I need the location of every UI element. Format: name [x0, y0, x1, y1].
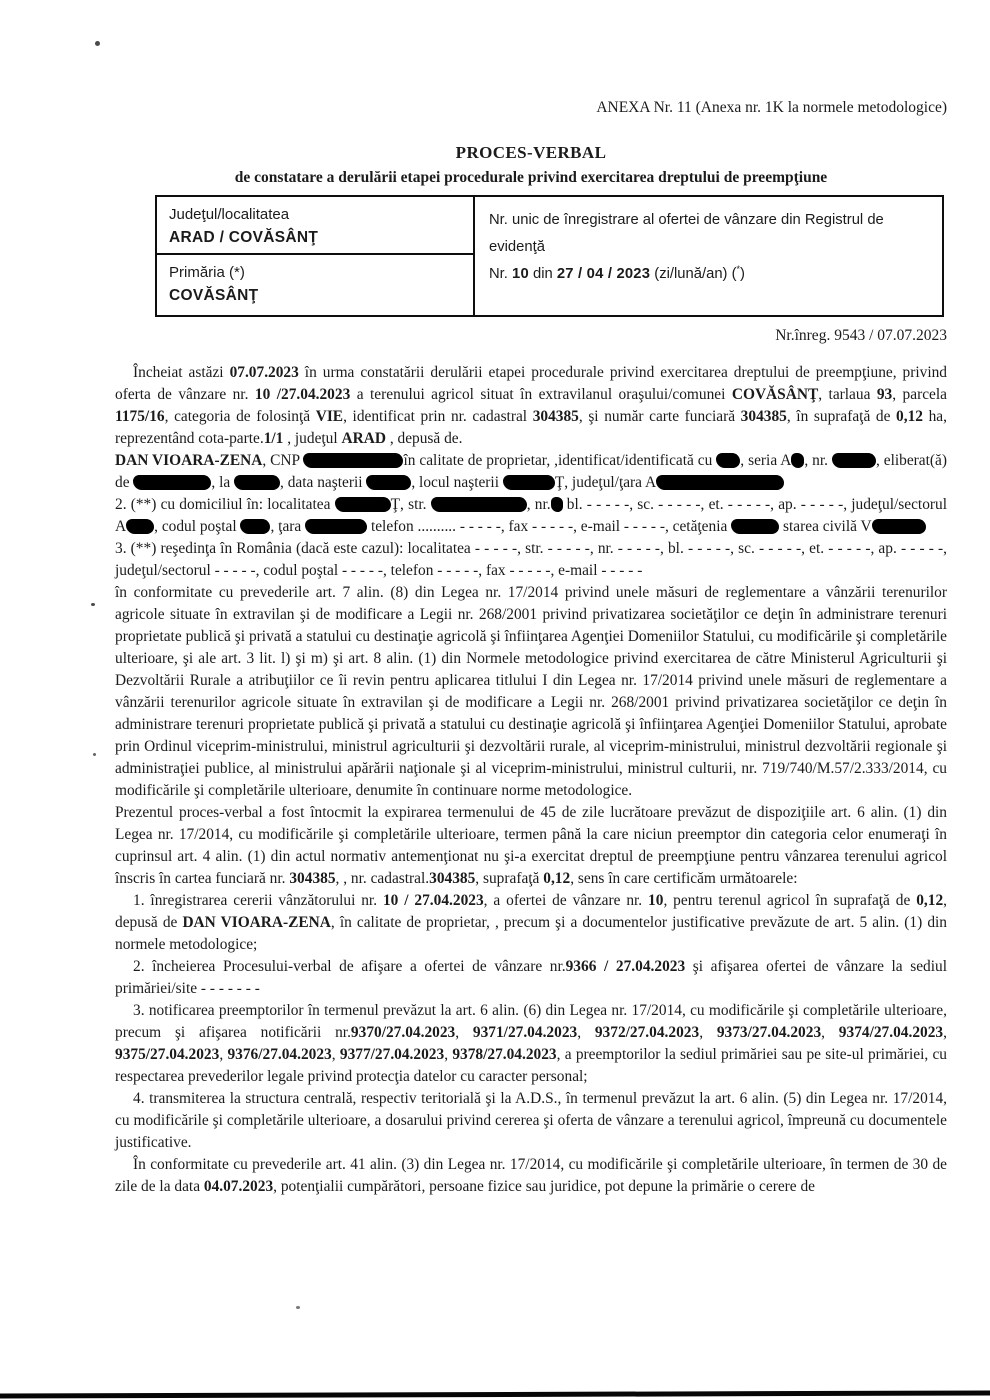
- registration-number: Nr. 10 din 27 / 04 / 2023 (zi/lună/an) (*): [489, 264, 745, 282]
- scan-speck: [91, 603, 95, 606]
- redaction: [431, 497, 527, 512]
- cell-county: [157, 197, 475, 255]
- body-paragraph-3: 2. (**) cu domiciliul în: localitatea Ţ, str. , nr. bl. - - - - -, sc. - - - - -, et. - - - - -, ap. - - - - -, judeţul/sectorul A , codul poştal , ţara telefon .......... - - - - -, fax - - - - -, e-mail - - - - -, cetăţenia starea civilă V: [115, 496, 947, 535]
- scan-speck: [93, 753, 96, 756]
- redaction: [366, 475, 411, 490]
- primaria-value: COVĂSÂNŢ: [169, 287, 259, 304]
- body-paragraph-9: 3. notificarea preemptorilor în termenul prevăzut la art. 6 alin. (6) din Legea nr. 17/2014, cu modificările şi completările ulterioare, precum şi afişarea notificării nr.9370/27.04.2023, 9371/27.04.2023, 9372/27.04.2023, 9373/27.04.2023, 9374/27.04.2023, 9375/27.04.2023, 9376/27.04.2023, 9377/27.04.2023, 9378/27.04.2023, a preemptorilor la sediul primăriei sau pe site-ul primăriei, cu respectarea prevederilor legale privind protecţia datelor cu caracter personal;: [115, 1002, 947, 1085]
- document-subtitle: de constatare a derulării etapei procedurale privind exercitarea dreptului de preempţiune: [234, 169, 828, 186]
- redaction: [716, 453, 740, 468]
- primaria-label: Primăria (*): [169, 264, 245, 281]
- redaction: [656, 475, 784, 490]
- info-table: [155, 195, 944, 317]
- body-paragraph-4: 3. (**) reşedinţa în România (dacă este cazul): localitatea - - - - -, str. - - - - -, nr. - - - - -, bl. - - - - -, sc. - - - - -, et. - - - - -, ap. - - - - -, judeţul/sectorul - - - - -, codul poştal - - - - -, telefon - - - - -, fax - - - - -, e-mail - - - - -: [115, 540, 947, 579]
- redaction: [133, 475, 211, 490]
- redaction: [503, 475, 555, 490]
- document-title: PROCES-VERBAL: [455, 143, 607, 162]
- registration-note: Nr.înreg. 9543 / 07.07.2023: [775, 327, 947, 344]
- scan-speck: [95, 41, 100, 46]
- redaction: [791, 453, 804, 468]
- scan-edge-line: [0, 1390, 990, 1398]
- body-paragraph-7: 1. înregistrarea cererii vânzătorului nr. 10 / 27.04.2023, a ofertei de vânzare nr. 10, pentru terenul agricol în suprafaţă de 0,12, depusă de DAN VIOARA-ZENA, în calitate de proprietar, , precum şi a documentelor justificative prevăzute de art. 5 alin. (1) din normele metodologice;: [115, 892, 947, 953]
- redaction: [234, 475, 280, 490]
- scan-speck: [296, 1306, 300, 1309]
- redaction: [551, 497, 563, 512]
- body-paragraph-2: DAN VIOARA-ZENA, CNP în calitate de proprietar, ,identificat/identificată cu , seria A , nr. , eliberat(ă) de , la , data naşterii , locul naşterii Ţ, judeţul/ţara A: [115, 452, 947, 491]
- body-paragraph-8: 2. încheierea Procesului-verbal de afişare a ofertei de vânzare nr.9366 / 27.04.2023 şi afişarea ofertei de vânzare la sediul primăriei/site - - - - - - -: [115, 958, 948, 997]
- county-label: Judeţul/localitatea: [169, 206, 290, 223]
- annex-note: ANEXA Nr. 11 (Anexa nr. 1K la normele metodologice): [596, 99, 947, 116]
- document-content: [115, 0, 947, 1198]
- body-paragraph-10: 4. transmiterea la structura centrală, respectiv teritorială şi la A.D.S., în termenul prevăzut la art. 6 alin. (5) din Legea nr. 17/2014, cu modificările şi completările ulterioare, a dosarului privind cererea şi oferta de vânzare a terenului agricol, împreună cu documentele justificative.: [115, 1090, 947, 1151]
- redaction: [303, 453, 403, 468]
- redaction: [731, 519, 779, 534]
- redaction: [335, 497, 391, 512]
- county-value: ARAD / COVĂSÂNŢ: [169, 229, 319, 246]
- document-body: [115, 362, 947, 1198]
- registration-title: Nr. unic de înregistrare al ofertei de vânzare din Registrul de evidenţă: [489, 212, 884, 255]
- body-paragraph-5: în conformitate cu prevederile art. 7 alin. (8) din Legea nr. 17/2014 privind unele măsuri de reglementare a vânzării terenurilor agricole situate în extravilan şi de modificare a Legii nr. 268/2001 privind privatizarea societăţilor ce deţin în administrare terenuri proprietate publică şi privată a statului cu destinaţie agricolă şi înfiinţarea Agenţiei Domeniilor Statului, cu modificările şi completările ulterioare, şi ale art. 3 lit. l) şi m) şi art. 8 alin. (1) din Normele metodologice privind exercitarea de către Ministerul Agriculturii şi Dezvoltării Rurale a atribuţiilor ce îi revin pentru aplicarea titlului I din Legea nr. 17/2014 privind unele măsuri de reglementare a vânzării terenurilor agricole situate în extravilan şi de modificare a Legii nr. 268/2001 privind privatizarea societăţilor ce deţin în administrare terenuri proprietate publică şi privată a statului cu destinaţie agricolă şi înfiinţarea Agenţiei Domeniilor Statului, aprobate prin Ordinul viceprim-ministrului, ministrul agriculturii şi dezvoltării rurale, al viceprim-ministrului, ministrul dezvoltării regionale şi administraţiei publice, al ministrului apărării naţionale şi al viceprim-ministrului, ministrul culturii, nr. 719/740/M.57/2.333/2014, cu modificările şi completările ulterioare, denumite în continuare norme metodologice.: [115, 584, 947, 799]
- redaction: [832, 453, 876, 468]
- cell-primaria: [157, 255, 475, 315]
- cell-registration: [475, 197, 942, 315]
- body-paragraph-1: Încheiat astăzi 07.07.2023 în urma constatării derulării etapei procedurale privind exercitarea dreptului de preempţiune, privind oferta de vânzare nr. 10 /27.04.2023 a terenului agricol situat în extravilanul oraşului/comunei COVĂSÂNŢ, tarlaua 93, parcela 1175/16, categoria de folosinţă VIE, identificat prin nr. cadastral 304385, şi număr carte funciară 304385, în suprafaţă de 0,12 ha, reprezentând cota-parte.1/1 , judeţul ARAD , depusă de.: [115, 364, 948, 447]
- redaction: [126, 519, 154, 534]
- body-paragraph-6: Prezentul proces-verbal a fost întocmit la expirarea termenului de 45 de zile lucrătoare prevăzut de dispoziţiile art. 6 alin. (1) din Legea nr. 17/2014, cu modificările şi completările ulterioare, termen până la care niciun preemptor din categoria celor enumeraţi în cuprinsul art. 4 alin. (1) din actul normativ antemenţionat nu şi-a exercitat dreptul de preempţiune pentru vânzarea terenului agricol înscris în cartea funciară nr. 304385, , nr. cadastral.304385, suprafaţă 0,12, sens în care certificăm următoarele:: [115, 804, 947, 887]
- redaction: [305, 519, 367, 534]
- body-paragraph-11: În conformitate cu prevederile art. 41 alin. (3) din Legea nr. 17/2014, cu modificările şi completările ulterioare, în termen de 30 de zile de la data 04.07.2023, potenţialii cumpărători, persoane fizice sau juridice, pot depune la primărie o cerere de: [115, 1156, 947, 1195]
- redaction: [872, 519, 926, 534]
- redaction: [240, 519, 270, 534]
